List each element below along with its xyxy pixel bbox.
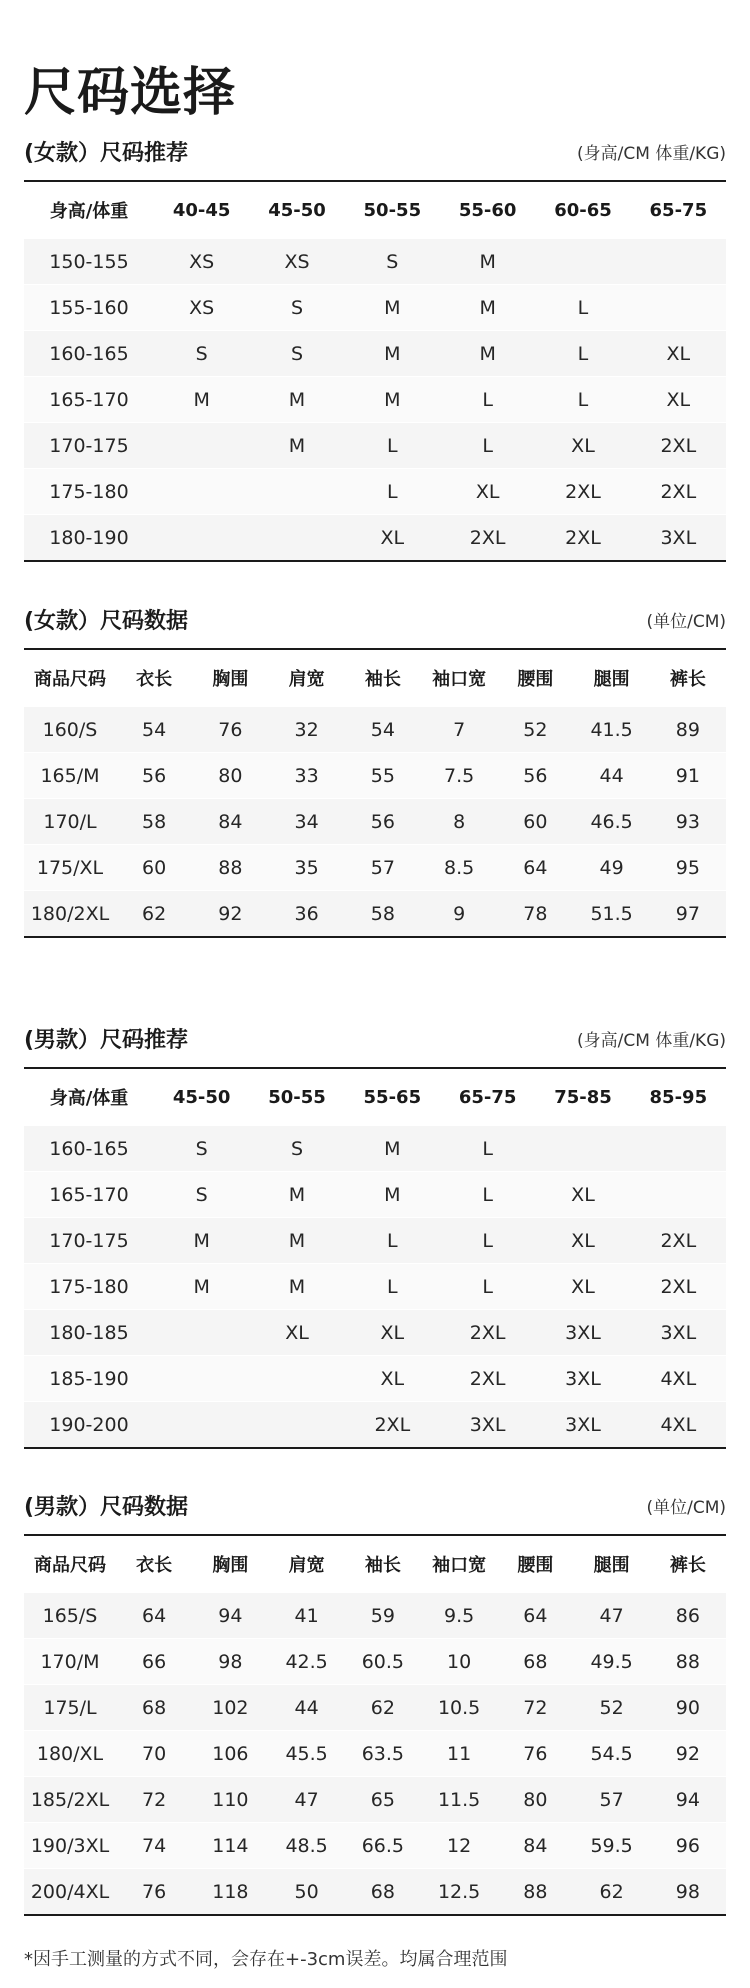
table-cell: M bbox=[345, 1172, 440, 1218]
table-cell: 42.5 bbox=[269, 1639, 345, 1685]
men-recommend-header bbox=[24, 1021, 726, 1061]
table-cell: 64 bbox=[116, 1593, 192, 1639]
table-cell: 56 bbox=[345, 799, 421, 845]
table-cell: 86 bbox=[650, 1593, 726, 1639]
table-cell: 41 bbox=[269, 1593, 345, 1639]
column-header: 85-95 bbox=[649, 1086, 708, 1108]
men-recommend-section bbox=[24, 1021, 726, 1449]
table-row bbox=[24, 285, 726, 331]
column-header: 45-50 bbox=[268, 199, 326, 221]
table-cell: L bbox=[440, 423, 535, 469]
table-cell: L bbox=[535, 377, 630, 423]
table-cell: 68 bbox=[116, 1685, 192, 1731]
table-cell: XS bbox=[154, 239, 249, 285]
column-header: 衣长 bbox=[136, 1555, 173, 1576]
table-cell: 70 bbox=[116, 1731, 192, 1777]
table-row bbox=[24, 1310, 726, 1356]
table-cell: 2XL bbox=[440, 1310, 535, 1356]
table-cell: 10 bbox=[421, 1639, 497, 1685]
table-row bbox=[24, 1869, 726, 1916]
table-cell: 64 bbox=[497, 1593, 573, 1639]
table-cell: M bbox=[154, 377, 249, 423]
table-cell: 96 bbox=[650, 1823, 726, 1869]
table-cell: XL bbox=[631, 377, 726, 423]
table-cell: 2XL bbox=[440, 515, 535, 562]
header-row bbox=[24, 1068, 726, 1126]
table-cell: 97 bbox=[650, 891, 726, 938]
table-cell: 8.5 bbox=[421, 845, 497, 891]
table-cell: 9 bbox=[421, 891, 497, 938]
table-cell: 94 bbox=[192, 1593, 268, 1639]
column-header: 45-50 bbox=[172, 1086, 231, 1108]
table-cell: 58 bbox=[116, 799, 192, 845]
column-header: 袖长 bbox=[364, 1555, 401, 1576]
table-cell: 47 bbox=[269, 1777, 345, 1823]
table-cell: 118 bbox=[192, 1869, 268, 1916]
header-row bbox=[24, 1535, 726, 1593]
table-cell bbox=[631, 285, 726, 331]
table-cell: M bbox=[345, 1126, 440, 1172]
table-row bbox=[24, 377, 726, 423]
table-cell: 2XL bbox=[631, 1218, 726, 1264]
table-cell: 110 bbox=[192, 1777, 268, 1823]
table-cell: 10.5 bbox=[421, 1685, 497, 1731]
header-row bbox=[24, 181, 726, 239]
table-cell bbox=[154, 515, 249, 562]
table-row bbox=[24, 1218, 726, 1264]
men-recommend-unit: (身高/CM 体重/KG) bbox=[577, 1031, 726, 1051]
row-header-cell: 170/M bbox=[24, 1639, 116, 1685]
table-cell: XL bbox=[535, 1172, 630, 1218]
table-cell: 4XL bbox=[631, 1356, 726, 1402]
table-cell: S bbox=[154, 331, 249, 377]
table-cell: 47 bbox=[574, 1593, 650, 1639]
table-cell: 59.5 bbox=[574, 1823, 650, 1869]
table-cell: M bbox=[345, 285, 440, 331]
column-header: 袖口宽 bbox=[432, 1555, 487, 1576]
column-header: 肩宽 bbox=[288, 669, 325, 690]
row-header-cell: 165-170 bbox=[24, 377, 154, 423]
women-recommend-section bbox=[24, 134, 726, 562]
table-cell: 44 bbox=[574, 753, 650, 799]
women-recommend-table bbox=[24, 180, 726, 562]
table-cell: XL bbox=[535, 1218, 630, 1264]
row-header-cell: 165/M bbox=[24, 753, 116, 799]
table-cell: 90 bbox=[650, 1685, 726, 1731]
table-cell: 88 bbox=[497, 1869, 573, 1916]
row-header-cell: 180-190 bbox=[24, 515, 154, 562]
table-cell: 35 bbox=[269, 845, 345, 891]
table-cell: M bbox=[249, 1264, 344, 1310]
table-cell: XL bbox=[345, 1310, 440, 1356]
table-cell: M bbox=[249, 377, 344, 423]
table-cell bbox=[154, 1356, 249, 1402]
table-cell: 54 bbox=[345, 707, 421, 753]
table-row bbox=[24, 1639, 726, 1685]
table-cell: 2XL bbox=[631, 423, 726, 469]
table-cell: L bbox=[440, 1126, 535, 1172]
table-cell: 11 bbox=[421, 1731, 497, 1777]
table-cell: 76 bbox=[116, 1869, 192, 1916]
table-cell bbox=[249, 1402, 344, 1449]
table-cell bbox=[154, 1402, 249, 1449]
table-cell: M bbox=[440, 331, 535, 377]
table-cell: 3XL bbox=[535, 1310, 630, 1356]
table-cell: 98 bbox=[192, 1639, 268, 1685]
table-cell: M bbox=[249, 1218, 344, 1264]
table-cell: 4XL bbox=[631, 1402, 726, 1449]
table-cell: M bbox=[345, 377, 440, 423]
header-row bbox=[24, 649, 726, 707]
table-cell: 34 bbox=[269, 799, 345, 845]
table-cell: 94 bbox=[650, 1777, 726, 1823]
table-cell: 68 bbox=[345, 1869, 421, 1916]
men-data-title: (男款）尺码数据 bbox=[24, 1495, 189, 1520]
column-header: 身高/体重 bbox=[49, 201, 129, 222]
table-cell: 68 bbox=[497, 1639, 573, 1685]
row-header-cell: 180/2XL bbox=[24, 891, 116, 938]
women-recommend-header bbox=[24, 134, 726, 174]
table-cell: 50 bbox=[269, 1869, 345, 1916]
table-cell: L bbox=[440, 1172, 535, 1218]
row-header-cell: 185/2XL bbox=[24, 1777, 116, 1823]
men-recommend-title: (男款）尺码推荐 bbox=[24, 1028, 189, 1053]
table-cell: 66.5 bbox=[345, 1823, 421, 1869]
table-cell: 3XL bbox=[440, 1402, 535, 1449]
column-header: 腿围 bbox=[593, 669, 630, 690]
women-data-section bbox=[24, 602, 726, 938]
row-header-cell: 160/S bbox=[24, 707, 116, 753]
table-row bbox=[24, 845, 726, 891]
column-header: 50-55 bbox=[363, 199, 422, 221]
men-data-unit: (单位/CM) bbox=[646, 1498, 726, 1518]
men-data-section bbox=[24, 1488, 726, 1916]
table-cell: 56 bbox=[497, 753, 573, 799]
table-cell: S bbox=[345, 239, 440, 285]
table-cell: 48.5 bbox=[269, 1823, 345, 1869]
table-cell: 58 bbox=[345, 891, 421, 938]
men-recommend-table bbox=[24, 1067, 726, 1449]
table-cell: M bbox=[154, 1264, 249, 1310]
table-cell: 74 bbox=[116, 1823, 192, 1869]
table-cell: 59 bbox=[345, 1593, 421, 1639]
table-row bbox=[24, 1402, 726, 1449]
table-cell: 2XL bbox=[535, 469, 630, 515]
table-cell: 88 bbox=[192, 845, 268, 891]
column-header: 衣长 bbox=[136, 669, 173, 690]
column-header: 75-85 bbox=[554, 1086, 612, 1108]
table-cell: 62 bbox=[574, 1869, 650, 1916]
column-header: 裤长 bbox=[669, 669, 706, 690]
table-cell: 76 bbox=[497, 1731, 573, 1777]
table-row bbox=[24, 1731, 726, 1777]
table-cell: 72 bbox=[116, 1777, 192, 1823]
table-row bbox=[24, 331, 726, 377]
column-header: 袖口宽 bbox=[432, 669, 487, 690]
table-cell: 78 bbox=[497, 891, 573, 938]
table-cell: L bbox=[440, 1264, 535, 1310]
table-cell: L bbox=[535, 331, 630, 377]
column-header: 65-75 bbox=[458, 1086, 517, 1108]
table-cell: 45.5 bbox=[269, 1731, 345, 1777]
table-cell: XS bbox=[154, 285, 249, 331]
row-header-cell: 150-155 bbox=[24, 239, 154, 285]
column-header: 50-55 bbox=[268, 1086, 326, 1108]
row-header-cell: 170-175 bbox=[24, 423, 154, 469]
table-row bbox=[24, 1685, 726, 1731]
table-cell bbox=[154, 1310, 249, 1356]
table-cell: XL bbox=[535, 1264, 630, 1310]
table-cell: 2XL bbox=[535, 515, 630, 562]
row-header-cell: 165-170 bbox=[24, 1172, 154, 1218]
table-cell: XL bbox=[345, 1356, 440, 1402]
table-cell: 2XL bbox=[631, 469, 726, 515]
row-header-cell: 175/XL bbox=[24, 845, 116, 891]
table-row bbox=[24, 1356, 726, 1402]
women-data-table bbox=[24, 648, 726, 938]
table-cell: 36 bbox=[269, 891, 345, 938]
table-row bbox=[24, 1823, 726, 1869]
table-cell: 7.5 bbox=[421, 753, 497, 799]
row-header-cell: 190-200 bbox=[24, 1402, 154, 1449]
table-row bbox=[24, 1126, 726, 1172]
table-cell: 76 bbox=[192, 707, 268, 753]
row-header-cell: 160-165 bbox=[24, 1126, 154, 1172]
row-header-cell: 160-165 bbox=[24, 331, 154, 377]
row-header-cell: 180-185 bbox=[24, 1310, 154, 1356]
women-data-title: (女款）尺码数据 bbox=[24, 609, 189, 634]
table-cell: 41.5 bbox=[574, 707, 650, 753]
table-cell: M bbox=[345, 331, 440, 377]
column-header: 胸围 bbox=[212, 1555, 249, 1576]
table-cell: M bbox=[154, 1218, 249, 1264]
table-cell: 8 bbox=[421, 799, 497, 845]
row-header-cell: 170-175 bbox=[24, 1218, 154, 1264]
table-cell: M bbox=[249, 1172, 344, 1218]
men-data-table bbox=[24, 1534, 726, 1916]
table-cell: XL bbox=[535, 423, 630, 469]
column-header: 商品尺码 bbox=[34, 669, 106, 690]
table-cell: 49.5 bbox=[574, 1639, 650, 1685]
table-cell: 80 bbox=[192, 753, 268, 799]
table-cell: 65 bbox=[345, 1777, 421, 1823]
table-cell bbox=[249, 515, 344, 562]
women-data-unit: (单位/CM) bbox=[646, 612, 726, 632]
table-cell: 54 bbox=[116, 707, 192, 753]
table-cell: S bbox=[154, 1172, 249, 1218]
table-cell: 56 bbox=[116, 753, 192, 799]
table-cell: 92 bbox=[650, 1731, 726, 1777]
table-cell: 33 bbox=[269, 753, 345, 799]
table-cell: 60 bbox=[497, 799, 573, 845]
table-cell: 62 bbox=[116, 891, 192, 938]
table-row bbox=[24, 423, 726, 469]
table-cell: S bbox=[249, 331, 344, 377]
table-cell: XL bbox=[631, 331, 726, 377]
column-header: 胸围 bbox=[212, 669, 249, 690]
table-cell: S bbox=[249, 285, 344, 331]
table-cell: 52 bbox=[574, 1685, 650, 1731]
table-cell: 32 bbox=[269, 707, 345, 753]
women-recommend-title: (女款）尺码推荐 bbox=[24, 141, 189, 166]
table-cell bbox=[631, 239, 726, 285]
table-cell: 49 bbox=[574, 845, 650, 891]
table-cell: 46.5 bbox=[574, 799, 650, 845]
row-header-cell: 200/4XL bbox=[24, 1869, 116, 1916]
table-cell: 7 bbox=[421, 707, 497, 753]
row-header-cell: 175-180 bbox=[24, 1264, 154, 1310]
column-header: 商品尺码 bbox=[34, 1555, 106, 1576]
table-cell bbox=[631, 1126, 726, 1172]
table-cell: 114 bbox=[192, 1823, 268, 1869]
table-cell: XL bbox=[440, 469, 535, 515]
table-cell: 3XL bbox=[631, 515, 726, 562]
table-cell: 89 bbox=[650, 707, 726, 753]
table-cell: 3XL bbox=[535, 1402, 630, 1449]
table-row bbox=[24, 1172, 726, 1218]
column-header: 裤长 bbox=[669, 1555, 706, 1576]
table-cell: L bbox=[345, 423, 440, 469]
table-row bbox=[24, 891, 726, 938]
row-header-cell: 175/L bbox=[24, 1685, 116, 1731]
table-cell bbox=[249, 1356, 344, 1402]
row-header-cell: 165/S bbox=[24, 1593, 116, 1639]
table-row bbox=[24, 799, 726, 845]
table-cell: 72 bbox=[497, 1685, 573, 1731]
table-cell: 2XL bbox=[345, 1402, 440, 1449]
table-cell: L bbox=[535, 285, 630, 331]
table-cell: 63.5 bbox=[345, 1731, 421, 1777]
table-cell bbox=[249, 469, 344, 515]
row-header-cell: 185-190 bbox=[24, 1356, 154, 1402]
table-cell: 57 bbox=[574, 1777, 650, 1823]
row-header-cell: 155-160 bbox=[24, 285, 154, 331]
table-cell: 2XL bbox=[631, 1264, 726, 1310]
row-header-cell: 180/XL bbox=[24, 1731, 116, 1777]
table-row bbox=[24, 515, 726, 562]
table-row bbox=[24, 1777, 726, 1823]
table-cell: L bbox=[345, 469, 440, 515]
table-cell: 106 bbox=[192, 1731, 268, 1777]
table-cell: 2XL bbox=[440, 1356, 535, 1402]
row-header-cell: 190/3XL bbox=[24, 1823, 116, 1869]
men-data-header bbox=[24, 1488, 726, 1528]
table-row bbox=[24, 1593, 726, 1639]
table-cell: XS bbox=[249, 239, 344, 285]
column-header: 肩宽 bbox=[288, 1555, 325, 1576]
column-header: 腰围 bbox=[517, 1555, 554, 1576]
table-cell: 80 bbox=[497, 1777, 573, 1823]
table-cell: 95 bbox=[650, 845, 726, 891]
page-title: 尺码选择 bbox=[24, 63, 237, 123]
table-cell: 88 bbox=[650, 1639, 726, 1685]
table-cell: 11.5 bbox=[421, 1777, 497, 1823]
table-row bbox=[24, 707, 726, 753]
column-header: 40-45 bbox=[172, 199, 231, 221]
column-header: 60-65 bbox=[554, 199, 612, 221]
table-cell: 84 bbox=[497, 1823, 573, 1869]
table-cell: 12.5 bbox=[421, 1869, 497, 1916]
column-header: 身高/体重 bbox=[49, 1088, 129, 1109]
table-cell: 51.5 bbox=[574, 891, 650, 938]
table-cell: M bbox=[440, 239, 535, 285]
table-cell: 102 bbox=[192, 1685, 268, 1731]
table-cell: M bbox=[440, 285, 535, 331]
table-cell: 52 bbox=[497, 707, 573, 753]
table-cell: 92 bbox=[192, 891, 268, 938]
row-header-cell: 175-180 bbox=[24, 469, 154, 515]
table-cell: S bbox=[249, 1126, 344, 1172]
table-cell: 3XL bbox=[535, 1356, 630, 1402]
table-cell: 60 bbox=[116, 845, 192, 891]
table-cell bbox=[631, 1172, 726, 1218]
footnote: *因手工测量的方式不同，会存在+-3cm误差。均属合理范围 bbox=[24, 1949, 508, 1970]
table-cell: 3XL bbox=[631, 1310, 726, 1356]
table-cell: 84 bbox=[192, 799, 268, 845]
table-cell: 64 bbox=[497, 845, 573, 891]
table-cell: 93 bbox=[650, 799, 726, 845]
table-cell: 12 bbox=[421, 1823, 497, 1869]
table-cell bbox=[154, 469, 249, 515]
table-cell: 91 bbox=[650, 753, 726, 799]
women-recommend-unit: (身高/CM 体重/KG) bbox=[577, 144, 726, 164]
table-cell: 57 bbox=[345, 845, 421, 891]
table-cell: 9.5 bbox=[421, 1593, 497, 1639]
column-header: 腿围 bbox=[593, 1555, 630, 1576]
column-header: 袖长 bbox=[364, 669, 401, 690]
row-header-cell: 170/L bbox=[24, 799, 116, 845]
column-header: 55-65 bbox=[363, 1086, 422, 1108]
table-row bbox=[24, 1264, 726, 1310]
column-header: 55-60 bbox=[458, 199, 517, 221]
women-data-header bbox=[24, 602, 726, 642]
table-cell: M bbox=[249, 423, 344, 469]
table-cell: XL bbox=[249, 1310, 344, 1356]
column-header: 腰围 bbox=[517, 669, 554, 690]
table-cell: 62 bbox=[345, 1685, 421, 1731]
table-cell: 54.5 bbox=[574, 1731, 650, 1777]
table-cell bbox=[535, 239, 630, 285]
table-cell: 60.5 bbox=[345, 1639, 421, 1685]
table-cell: L bbox=[440, 1218, 535, 1264]
table-cell: 44 bbox=[269, 1685, 345, 1731]
table-cell: 98 bbox=[650, 1869, 726, 1916]
table-row bbox=[24, 753, 726, 799]
column-header: 65-75 bbox=[649, 199, 708, 221]
table-cell: L bbox=[345, 1264, 440, 1310]
table-cell: L bbox=[440, 377, 535, 423]
table-cell: XL bbox=[345, 515, 440, 562]
table-cell: 66 bbox=[116, 1639, 192, 1685]
table-row bbox=[24, 239, 726, 285]
table-cell bbox=[154, 423, 249, 469]
table-cell: S bbox=[154, 1126, 249, 1172]
table-row bbox=[24, 469, 726, 515]
table-cell: 55 bbox=[345, 753, 421, 799]
table-cell bbox=[535, 1126, 630, 1172]
table-cell: L bbox=[345, 1218, 440, 1264]
